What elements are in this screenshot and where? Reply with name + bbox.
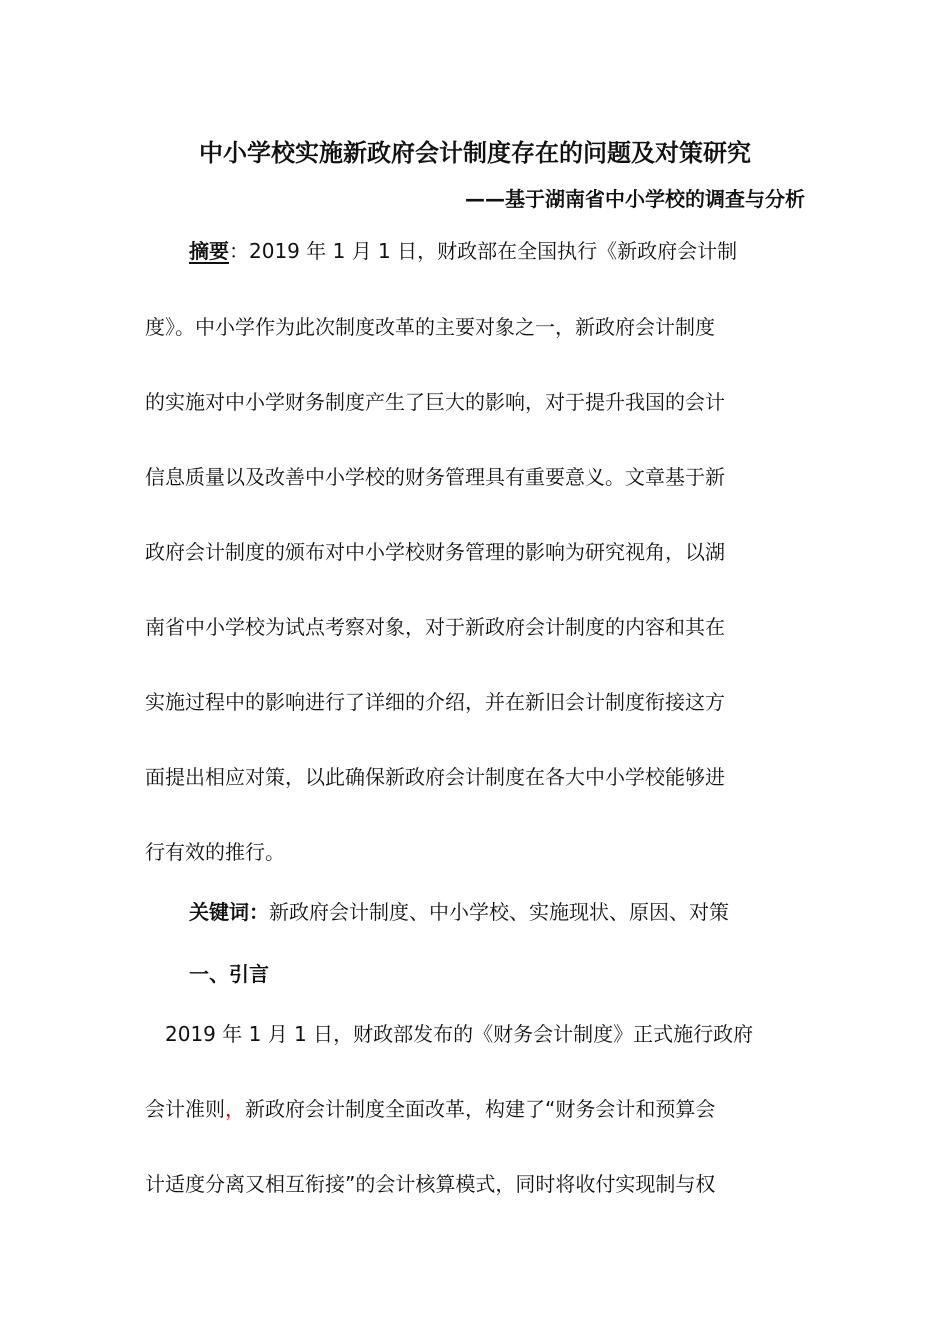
- abstract-line-9: 行有效的推行。: [145, 840, 285, 864]
- abstract-line-5: 政府会计制度的颁布对中小学校财务管理的影响为研究视角，以湖: [145, 540, 725, 564]
- abstract-line-8: 面提出相应对策，以此确保新政府会计制度在各大中小学校能够进: [145, 765, 725, 789]
- abstract-line-6: 南省中小学校为试点考察对象，对于新政府会计制度的内容和其在: [145, 615, 725, 639]
- section-line-3: 计适度分离又相互衔接”的会计核算模式，同时将收付实现制与权: [145, 1172, 716, 1196]
- abstract-line-1: [145, 232, 815, 270]
- document-title: 中小学校实施新政府会计制度存在的问题及对策研究: [199, 139, 751, 167]
- section-line-2-part-b: 新政府会计制度全面改革，构建了“财务会计和预算会: [245, 1097, 716, 1121]
- section-line-2: [145, 1090, 815, 1128]
- abstract-colon: ：: [229, 239, 249, 263]
- abstract-line-7: 实施过程中的影响进行了详细的介绍，并在新旧会计制度衔接这方: [145, 690, 725, 714]
- abstract-line-3: 的实施对中小学财务制度产生了巨大的影响，对于提升我国的会计: [145, 390, 725, 414]
- keywords-line: [145, 893, 815, 931]
- section-line-1: 2019 年 1 月 1 日，财政部发布的《财务会计制度》正式施行政府: [165, 1022, 754, 1046]
- abstract-line-4: 信息质量以及改善中小学校的财务管理具有重要意义。文章基于新: [145, 465, 725, 489]
- abstract-text: 2019 年 1 月 1 日，财政部在全国执行《新政府会计制: [249, 239, 738, 263]
- section-heading: 一、引言: [189, 962, 269, 986]
- keywords-text: 新政府会计制度、中小学校、实施现状、原因、对策: [269, 900, 729, 924]
- abstract-line-2: 度》。中小学作为此次制度改革的主要对象之一，新政府会计制度: [145, 315, 715, 339]
- red-comma: ，: [225, 1097, 245, 1121]
- keywords-label: 关键词：: [189, 900, 269, 924]
- abstract-label: 摘要: [189, 239, 229, 263]
- document-subtitle: ——基于湖南省中小学校的调查与分析: [465, 187, 805, 211]
- section-line-2-part-a: 会计准则: [145, 1097, 225, 1121]
